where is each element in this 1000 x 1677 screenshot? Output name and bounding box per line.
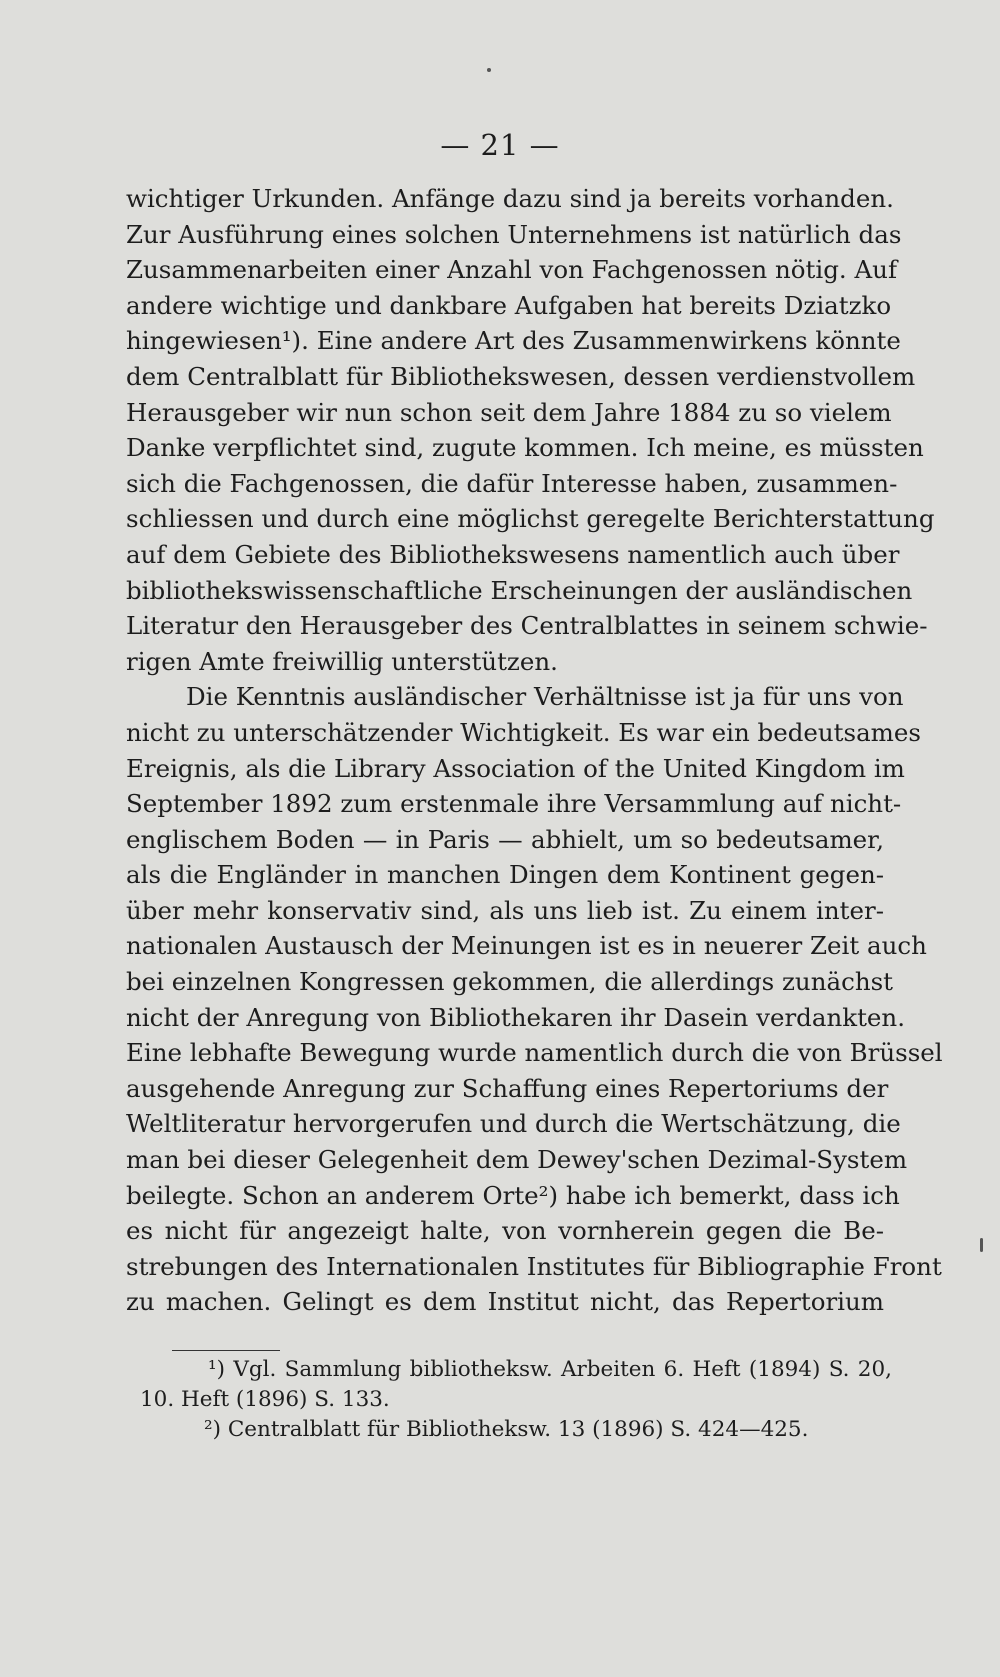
text-line: Herausgeber wir nun schon seit dem Jahre 1884 zu so vielem [126,397,892,427]
text-line: strebungen des Internationalen Institutes für Bibliographie Front [126,1251,942,1281]
text-line: bei einzelnen Kongressen gekommen, die allerdings zunächst [126,967,894,997]
text-line: Weltliteratur hervorgerufen und durch die Wertschätzung, die [126,1109,901,1139]
footnote-1: ¹) Vgl. Sammlung bibliotheksw. Arbeiten 6. Heft (1894) S. 20, [208,1357,892,1382]
page-number: — 21 — [440,128,560,162]
text-line: Ereignis, als die Library Association of the United Kingdom im [126,753,905,783]
text-line: rigen Amte freiwillig unterstützen. [126,646,558,676]
text-line: englischem Boden — in Paris — abhielt, um so bedeutsamer, [126,824,884,854]
text-line: andere wichtige und dankbare Aufgaben hat bereits Dziatzko [126,290,892,320]
text-line: wichtiger Urkunden. Anfänge dazu sind ja bereits vorhanden. [126,184,894,213]
text-line: als die Engländer in manchen Dingen dem Kontinent gegen- [126,860,884,890]
text-line: man bei dieser Gelegenheit dem Dewey'schen Dezimal-System [126,1145,908,1175]
text-line: beilegte. Schon an anderem Orte²) habe ich bemerkt, dass ich [126,1180,900,1210]
footnote-divider [172,1350,280,1351]
text-line: nicht zu unterschätzender Wichtigkeit. Es war ein bedeutsames [126,717,921,747]
text-line: nationalen Austausch der Meinungen ist es in neuerer Zeit auch [126,931,927,961]
text-line: September 1892 zum erstenmale ihre Versammlung auf nicht- [126,789,902,819]
footnotes [140,1355,892,1445]
text-line: es nicht für angezeigt halte, von vornherein gegen die Be- [126,1216,884,1246]
text-line: zu machen. Gelingt es dem Institut nicht, das Repertorium [126,1287,884,1317]
text-line: Zur Ausführung eines solchen Unternehmens ist natürlich das [126,219,902,249]
text-line: bibliothekswissenschaftliche Erscheinungen der ausländischen [126,575,913,605]
text-line: Eine lebhafte Bewegung wurde namentlich durch die von Brüssel [126,1038,943,1068]
body-text [126,181,943,1320]
text-line: sich die Fachgenossen, die dafür Interesse haben, zusammen- [126,468,898,498]
ink-mark [980,1238,983,1252]
text-line: auf dem Gebiete des Bibliothekswesens namentlich auch über [126,539,900,569]
text-line: nicht der Anregung von Bibliothekaren ihr Dasein verdankten. [126,1002,905,1032]
text-line: dem Centralblatt für Bibliothekswesen, dessen verdienstvollem [126,361,916,391]
ink-speck [487,68,491,72]
footnote-1-continuation: 10. Heft (1896) S. 133. [140,1387,390,1412]
text-line: ausgehende Anregung zur Schaffung eines Repertoriums der [126,1073,889,1103]
footnote-2: ²) Centralblatt für Bibliotheksw. 13 (1896) S. 424—425. [204,1417,809,1442]
text-line: über mehr konservativ sind, als uns lieb ist. Zu einem inter- [126,895,884,925]
text-line: Literatur den Herausgeber des Centralblattes in seinem schwie- [126,611,928,641]
text-line: hingewiesen¹). Eine andere Art des Zusammenwirkens könnte [126,326,901,356]
text-line: schliessen und durch eine möglichst geregelte Berichterstattung [126,504,935,534]
text-line: Die Kenntnis ausländischer Verhältnisse ist ja für uns von [186,682,904,712]
text-line: Danke verpflichtet sind, zugute kommen. Ich meine, es müssten [126,433,924,463]
text-line: Zusammenarbeiten einer Anzahl von Fachgenossen nötig. Auf [126,255,898,285]
